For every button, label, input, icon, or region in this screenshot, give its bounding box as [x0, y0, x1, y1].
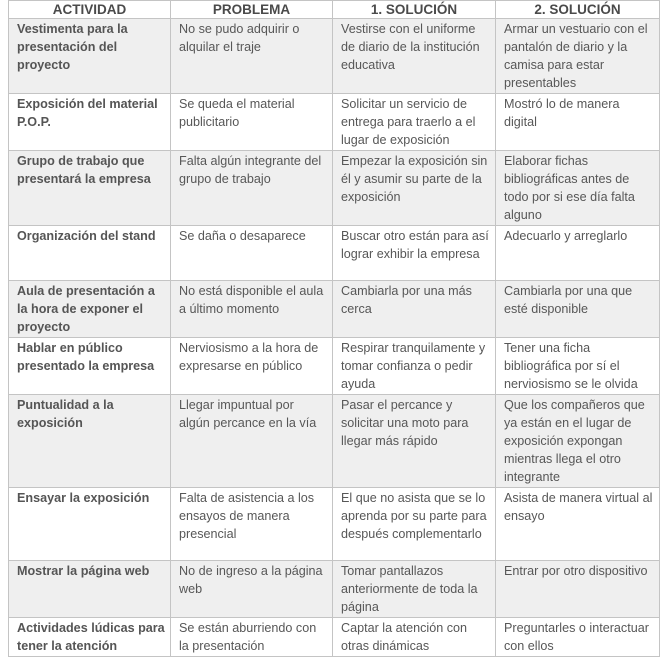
- problem-cell: No se pudo adquirir o alquilar el traje: [171, 19, 333, 94]
- solution-1-cell: Empezar la exposición sin él y asumir su parte de la exposición: [333, 151, 496, 226]
- problem-cell: Se daña o desaparece: [171, 226, 333, 281]
- solution-1-cell: Cambiarla por una más cerca: [333, 281, 496, 338]
- solution-2-cell: Entrar por otro dispositivo: [496, 561, 660, 618]
- header-solucion-2: 2. SOLUCIÓN: [496, 1, 660, 19]
- activity-cell: Actividades lúdicas para tener la atención: [9, 618, 171, 657]
- activity-cell: Grupo de trabajo que presentará la empresa: [9, 151, 171, 226]
- solution-1-cell: Solicitar un servicio de entrega para traerlo a el lugar de exposición: [333, 94, 496, 151]
- table-row: [9, 488, 660, 561]
- solution-2-cell: Que los compañeros que ya están en el lugar de exposición expongan mientras llega el otro integrante: [496, 395, 660, 488]
- activity-cell: Aula de presentación a la hora de exponer el proyecto: [9, 281, 171, 338]
- table-row: [9, 151, 660, 226]
- solution-2-cell: Asista de manera virtual al ensayo: [496, 488, 660, 561]
- table-row: [9, 226, 660, 281]
- table-row: [9, 561, 660, 618]
- problem-cell: Falta algún integrante del grupo de trabajo: [171, 151, 333, 226]
- problem-cell: Falta de asistencia a los ensayos de manera presencial: [171, 488, 333, 561]
- problem-cell: Se queda el material publicitario: [171, 94, 333, 151]
- activity-cell: Ensayar la exposición: [9, 488, 171, 561]
- problem-cell: No está disponible el aula a último momento: [171, 281, 333, 338]
- solution-1-cell: El que no asista que se lo aprenda por su parte para después complementarlo: [333, 488, 496, 561]
- activity-cell: Organización del stand: [9, 226, 171, 281]
- solution-1-cell: Pasar el percance y solicitar una moto para llegar más rápido: [333, 395, 496, 488]
- table-row: [9, 94, 660, 151]
- problem-cell: Nerviosismo a la hora de expresarse en público: [171, 338, 333, 395]
- table-row: [9, 618, 660, 657]
- solution-1-cell: Tomar pantallazos anteriormente de toda la página: [333, 561, 496, 618]
- activity-cell: Exposición del material P.O.P.: [9, 94, 171, 151]
- header-problema: PROBLEMA: [171, 1, 333, 19]
- solution-2-cell: Elaborar fichas bibliográficas antes de todo por si ese día falta alguno: [496, 151, 660, 226]
- solution-2-cell: Adecuarlo y arreglarlo: [496, 226, 660, 281]
- activity-problem-solution-table: [8, 0, 660, 657]
- header-actividad: ACTIVIDAD: [9, 1, 171, 19]
- header-row: [9, 1, 660, 19]
- table-row: [9, 19, 660, 94]
- problem-cell: No de ingreso a la página web: [171, 561, 333, 618]
- problem-cell: Se están aburriendo con la presentación: [171, 618, 333, 657]
- solution-1-cell: Respirar tranquilamente y tomar confianza o pedir ayuda: [333, 338, 496, 395]
- table-row: [9, 338, 660, 395]
- solution-1-cell: Vestirse con el uniforme de diario de la institución educativa: [333, 19, 496, 94]
- table-row: [9, 395, 660, 488]
- activity-cell: Mostrar la página web: [9, 561, 171, 618]
- solution-2-cell: Cambiarla por una que esté disponible: [496, 281, 660, 338]
- solution-1-cell: Captar la atención con otras dinámicas: [333, 618, 496, 657]
- activity-cell: Puntualidad a la exposición: [9, 395, 171, 488]
- solution-2-cell: Armar un vestuario con el pantalón de diario y la camisa para estar presentables: [496, 19, 660, 94]
- solution-2-cell: Tener una ficha bibliográfica por sí el nerviosismo se le olvida: [496, 338, 660, 395]
- activity-cell: Hablar en público presentado la empresa: [9, 338, 171, 395]
- solution-2-cell: Preguntarles o interactuar con ellos: [496, 618, 660, 657]
- problem-cell: Llegar impuntual por algún percance en la vía: [171, 395, 333, 488]
- solution-2-cell: Mostró lo de manera digital: [496, 94, 660, 151]
- activity-cell: Vestimenta para la presentación del proyecto: [9, 19, 171, 94]
- table-row: [9, 281, 660, 338]
- solution-1-cell: Buscar otro están para así lograr exhibir la empresa: [333, 226, 496, 281]
- header-solucion-1: 1. SOLUCIÓN: [333, 1, 496, 19]
